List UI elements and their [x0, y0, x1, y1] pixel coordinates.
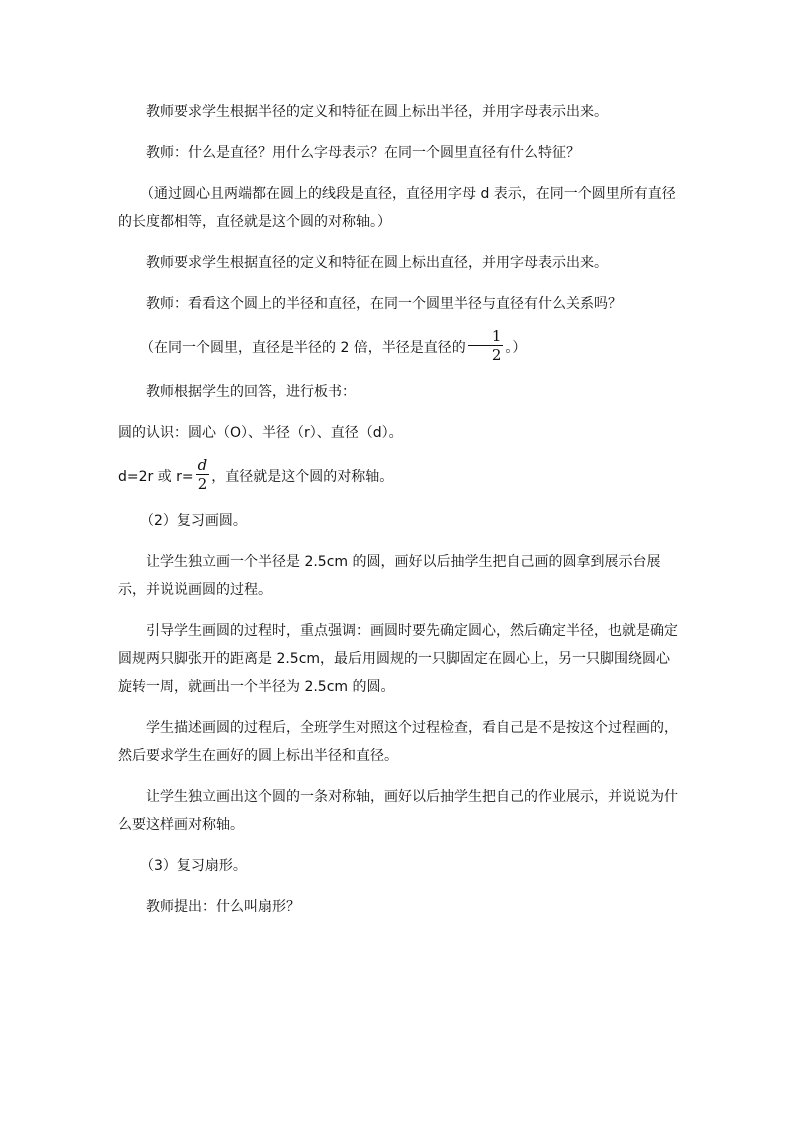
paragraph-mark-radius: 教师要求学生根据半径的定义和特征在圆上标出半径，并用字母表示出来。 [146, 104, 608, 120]
paragraph-check-process: 学生描述画圆的过程后，全班学生对照这个过程检查，看自己是不是按这个过程画的，然后要求学生在画好的圆上标出半径和直径。 [118, 720, 678, 764]
document-body [118, 98, 678, 934]
fraction-denominator: 2 [491, 346, 502, 364]
paragraph-question-relation: 教师：看看这个圆上的半径和直径，在同一个圆里半径与直径有什么关系吗？ [146, 296, 622, 312]
paragraph-question-diameter: 教师：什么是直径？用什么字母表示？在同一个圆里直径有什么特征？ [146, 145, 580, 161]
fraction-numerator: d [197, 456, 208, 474]
paragraph-draw-circle-guide: 引导学生画圆的过程时，重点强调：画圆时要先确定圆心，然后确定半径，也就是确定圆规两只脚张开的距离是 2.5cm，最后用圆规的一只脚固定在圆心上，另一只脚围绕圆心旋转一周，就画出一个半径为 2.5cm 的圆。 [118, 623, 678, 695]
fraction-d-over-2 [196, 458, 210, 492]
fraction-numerator: 1 [468, 329, 504, 346]
answer-relation-end: 。） [505, 340, 527, 356]
fraction-denominator: 2 [197, 475, 208, 493]
formula-text: d=2r 或 r= [118, 469, 194, 485]
paragraph-symmetry-axis: 让学生独立画出这个圆的一条对称轴，画好以后抽学生把自己的作业展示，并说说为什么要这样画对称轴。 [118, 789, 678, 833]
paragraph-draw-circle-task: 让学生独立画一个半径是 2.5cm 的圆，画好以后抽学生把自己画的圆拿到展示台展示，并说说画圆的过程。 [118, 554, 661, 598]
formula-end: ，直径就是这个圆的对称轴。 [211, 469, 394, 485]
paragraph-circle-notation: 圆的认识：圆心（O）、半径（r）、直径（d）。 [118, 425, 403, 441]
paragraph-formula [118, 456, 678, 494]
section-heading-sector: （3）复习扇形。 [140, 858, 247, 874]
answer-relation-text: （在同一个圆里，直径是半径的 2 倍，半径是直径的 [140, 340, 466, 356]
paragraph-question-sector: 教师提出：什么叫扇形？ [146, 899, 300, 915]
paragraph-answer-relation [118, 327, 678, 365]
paragraph-board-writing: 教师根据学生的回答，进行板书： [146, 384, 356, 400]
fraction-one-half [468, 329, 504, 363]
paragraph-mark-diameter: 教师要求学生根据直径的定义和特征在圆上标出直径，并用字母表示出来。 [146, 255, 608, 271]
paragraph-answer-diameter: （通过圆心且两端都在圆上的线段是直径，直径用字母 d 表示，在同一个圆里所有直径的长度都相等，直径就是这个圆的对称轴。） [118, 186, 676, 230]
section-heading-draw-circle: （2）复习画圆。 [140, 513, 247, 529]
